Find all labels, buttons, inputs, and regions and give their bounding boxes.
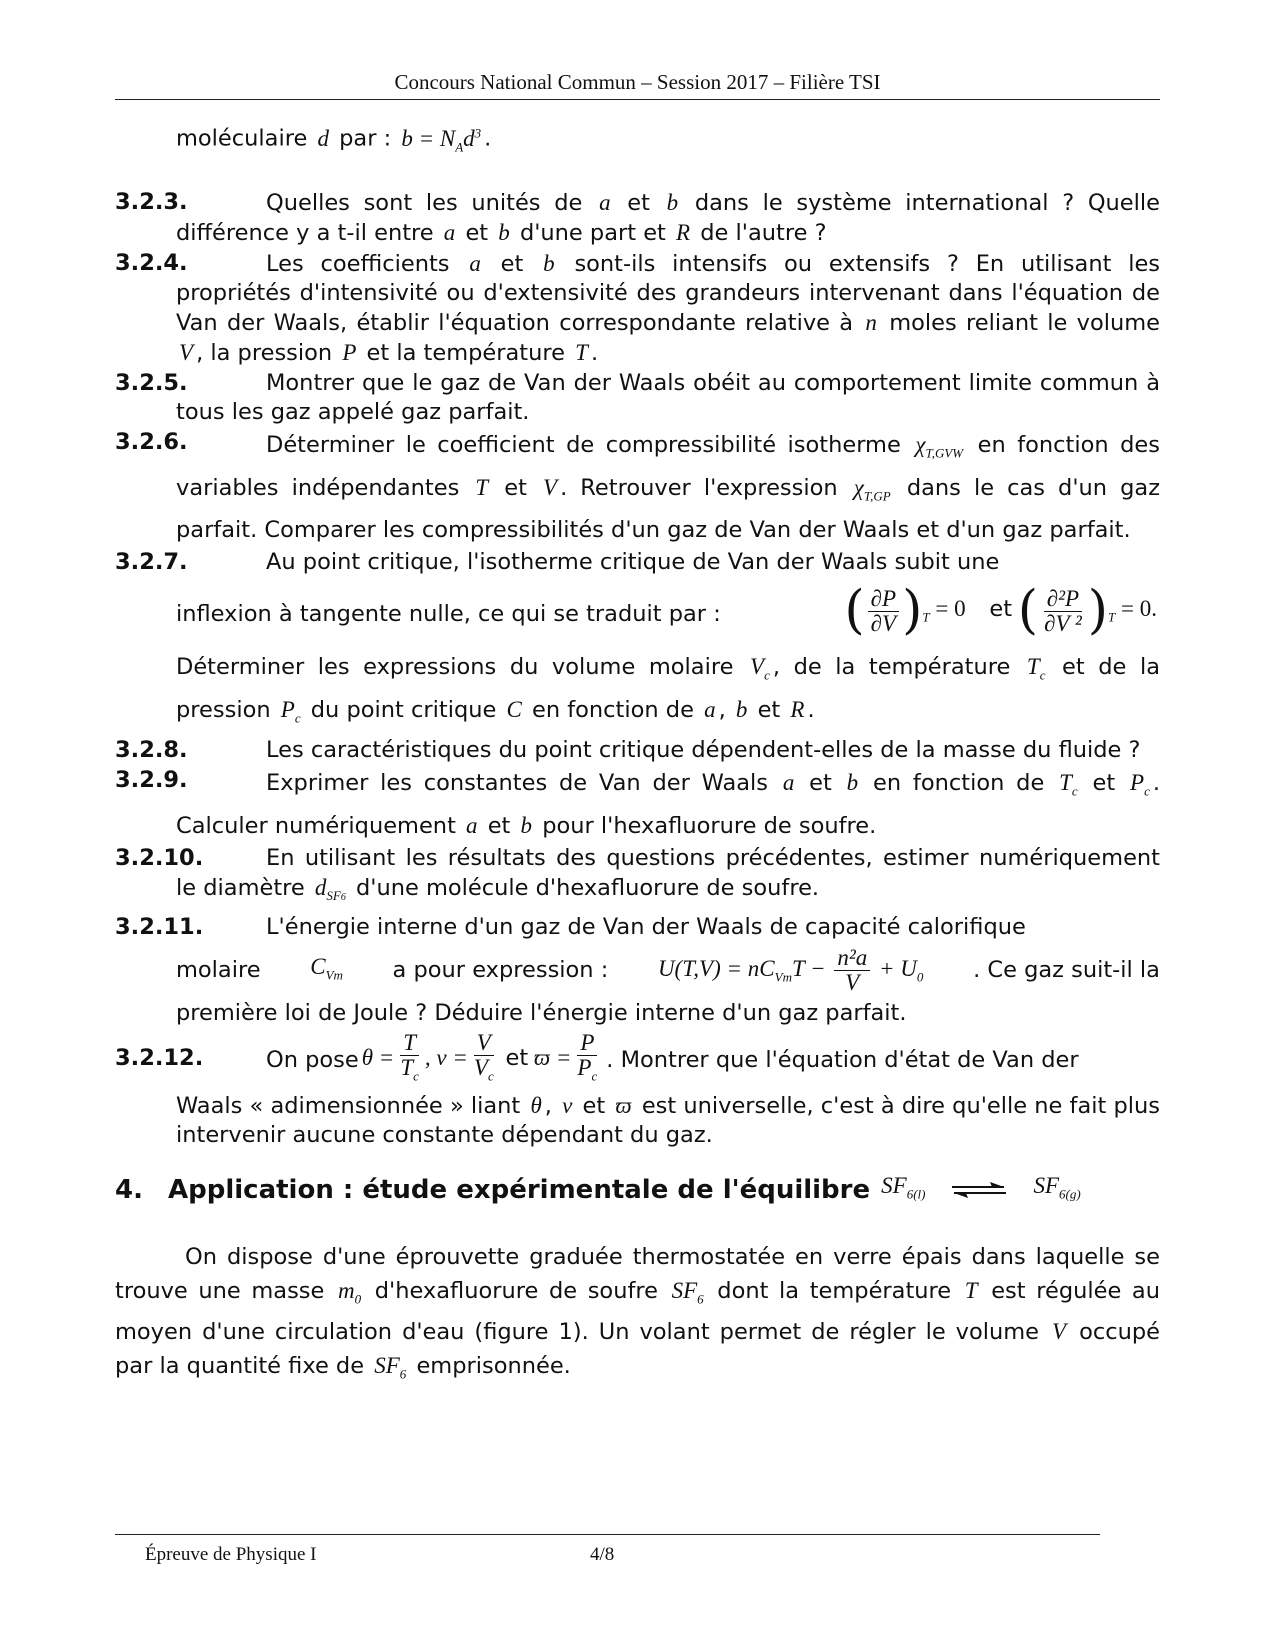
var-d: d (317, 125, 329, 151)
question-text: Déterminer le coefficient de compressibilité isotherme $\chi_{T,GVW}$ en fonction des variables indépendantes T et V . Retrouver l'expression $\chi_{T,GP}$ dans le cas d'un gaz parfait. Comparer les compressibilités d'un gaz de Van der Waals et d'un gaz parfait. (176, 432, 1160, 544)
question-number: 3.2.10. (115, 844, 204, 871)
question-3-2-8 (115, 736, 1160, 765)
intro-par: par : (339, 125, 392, 152)
page-content (115, 118, 1160, 1391)
question-number: 3.2.9. (115, 767, 188, 794)
intro-paragraph: On dispose d'une éprouvette graduée thermostatée en verre épais dans laquelle se trouve une masse $m_0$ d'hexafluorure de soufre $SF_6$ dont la température T est régulée au moyen d'une circulation d'eau (figure 1). Un volant permet de régler le volume V occupé par la quantité fixe de $SF_6$ emprisonnée. (115, 1243, 1160, 1382)
question-3-2-11 (115, 913, 1160, 1028)
question-text: On pose θ = $\frac{T}{T_c}$ , ν = $\frac{V}{V_c}$ et ϖ = $\frac{P}{P_c}$ . Montrer que l'équation d'état de Van der Waals « adimensionnée » liant θ , ν et ϖ est universelle, c'est à dire qu'elle ne fait plus intervenir aucune constante dépendant du gaz. (176, 1030, 1161, 1148)
question-text: En utilisant les résultats des questions précédentes, estimer numériquement le diamètre $d_{SF6}$ d'une molécule d'hexafluorure de soufre. (176, 844, 1160, 904)
question-text: Quelles sont les unités de a et b dans le système international ? Quelle différence y a t-il entre a et b d'une part et R de l'autre ? (176, 190, 1160, 247)
question-3-2-9 (115, 766, 1160, 843)
question-text: Montrer que le gaz de Van der Waals obéit au comportement limite commun à tous les gaz appelé gaz parfait. (176, 370, 1160, 426)
equilibrium-arrow-icon (950, 1181, 1008, 1199)
question-text: Les coefficients a et b sont-ils intensifs ou extensifs ? En utilisant les propriétés d'intensivité ou d'extensivité des grandeurs intervenant dans l'équation de Van der Waals, établir l'équation correspondante relative à n moles reliant le volume V , la pression P et la température T . (176, 251, 1161, 367)
question-text: Exprimer les constantes de Van der Waals a et b en fonction de $T_c$ et $P_c$ . Calculer numériquement a et b pour l'hexafluorure de soufre. (176, 770, 1161, 839)
formula-b: $b = N_Ad^3$ (401, 125, 482, 155)
question-number: 3.2.8. (115, 737, 188, 764)
internal-energy-formula: $U(T,V) = nC_{Vm}T$ − $\frac{\text{n²a}}{V}$ + $U_0$ (657, 945, 924, 996)
question-number: 3.2.4. (115, 250, 188, 277)
page-number: 4/8 (590, 1544, 615, 1565)
question-number: 3.2.3. (115, 189, 188, 216)
question-3-2-10 (115, 844, 1160, 913)
intro-text: moléculaire (176, 125, 308, 152)
question-number: 3.2.12. (115, 1045, 204, 1072)
question-text: L'énergie interne d'un gaz de Van der Waals de capacité calorifique molaire $C_{Vm}$ a pour expression : $U(T,V) = nC_{Vm}T$ − $\frac{\text{n²a}}{V}$ + $U_0$ . Ce gaz suit-il la première loi de Joule ? Déduire l'énergie interne d'un gaz parfait. (176, 914, 1160, 1027)
question-3-2-6 (115, 428, 1160, 547)
page-header: Concours National Commun – Session 2017 – Filière TSI (115, 70, 1160, 100)
question-number: 3.2.7. (115, 549, 188, 576)
footer-title: Épreuve de Physique I (145, 1544, 317, 1565)
footer-rule (115, 1534, 1100, 1535)
section-4-heading: 4. Application : étude expérimentale de l'équilibre $SF_{6(l)}$ $SF_{6(g)}$ (115, 1173, 1081, 1206)
question-3-2-12 (115, 1029, 1160, 1150)
question-3-2-3 (115, 188, 1160, 248)
reduced-variables: θ = $\frac{T}{T_c}$ , ν = $\frac{V}{V_c}$ et ϖ = $\frac{P}{P_c}$ (361, 1030, 598, 1084)
question-3-2-4 (115, 249, 1160, 368)
question-3-2-5 (115, 369, 1160, 427)
intro-period: . (484, 125, 492, 152)
question-number: 3.2.5. (115, 370, 188, 397)
question-text: Au point critique, l'isotherme critique de Van der Waals subit une inflexion à tangente nulle, ce qui se traduit par : ( $\frac{\partial P}{\partial V}$ )$_T = 0$ et ( $\frac{\text{∂²P}}{\text{∂V ²}}$ )$_T = 0$. Déterminer les expressions du volume molaire $V_c$ , de la température $T_c$ et de la pression $P_c$ du point critique C en fonction de a , b et R . (176, 549, 1161, 726)
question-number: 3.2.11. (115, 914, 204, 941)
question-text: Les caractéristiques du point critique dépendent-elles de la masse du fluide ? (266, 737, 1141, 764)
critical-condition: ( $\frac{\partial P}{\partial V}$ )$_T = 0$ et ( $\frac{\text{∂²P}}{\text{∂V ²}}$ )$_T = 0$. (844, 581, 1157, 642)
intro-line (115, 118, 1160, 161)
question-3-2-7 (115, 548, 1160, 735)
question-number: 3.2.6. (115, 429, 188, 456)
